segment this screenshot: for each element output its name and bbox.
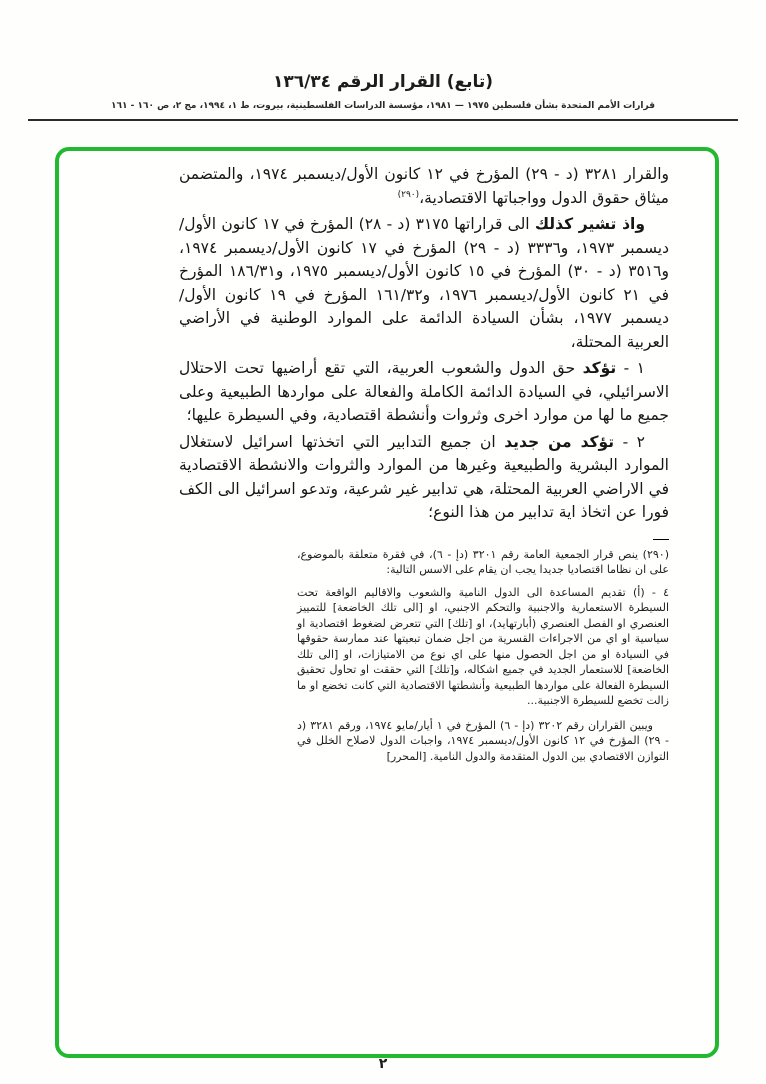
footnote-reference-marker: (٢٩٠): [397, 189, 420, 200]
source-citation-line: قرارات الأمم المتحدة بشأن فلسطين ١٩٧٥ — ١٩٨١، مؤسسة الدراسات الفلسطينية، بيروت، ط ١، ١٩٩٤، مج ٢، ص ١٦٠ - ١٦١: [111, 101, 655, 111]
page-title: (تابع) القرار الرقم ١٣٦/٣٤: [272, 72, 494, 92]
paragraph-lead: تؤكد: [582, 359, 617, 377]
paragraph-number: ١ -: [616, 359, 645, 377]
paragraph-operative-1: [179, 357, 669, 428]
footnote-quoted-text: ٤ - (أ) تقديم المساعدة الى الدول النامية والشعوب والاقاليم الواقعة تحت السيطرة الاستعمارية والاجنبية والتحكم الاجنبي، او [الى تلك الخاضعة] للتمييز العنصري او الفصل العنصري (أبارتهايد)، او [تلك] التي تتعرض لضغوط اقتصادية او سياسية او اي من الاجراءات القسرية من اجل ضمان تبعيتها عند ممارسة حقوقها في السيادة او من اجل الحصول منها على اي نوع من الامتيازات، او [الى تلك الخاضعة] للاستعمار الجديد في جميع اشكاله، و[تلك] التي حققت او تحاول تحقيق السيطرة الفعالة على مواردها الطبيعية وأنشطتها الاقتصادية التي كانت تخضع او ما زالت تخضع للسيطرة الاجنبية...: [297, 585, 669, 707]
paragraph-lead: تؤكد من جديد: [504, 432, 615, 451]
paragraph-lead: واذ تشير كذلك: [534, 215, 645, 233]
page-number: ٢: [378, 1056, 388, 1072]
footnote-divider: [653, 539, 669, 540]
paragraph-number: ٢ -: [614, 432, 645, 451]
footnote-intro: (٢٩٠) ينص قرار الجمعية العامة رقم ٣٢٠١ (دإ - ٦)، في فقرة متعلقة بالموضوع، على ان نظاما اقتصاديا جديدا يجب ان يقام على الاسس التالية:: [297, 547, 669, 576]
resolution-body: [179, 163, 669, 525]
paragraph-text: حق الدول والشعوب العربية، التي تقع أراضيها تحت الاحتلال الاسرائيلي، في السيادة الدائمة الكاملة والفعالة على مواردها الطبيعية وعلى جميع ما لها من موارد اخرى وثروات وأنشطة اقتصادية، وفي السيطرة عليها؛: [179, 359, 669, 424]
green-content-frame: [55, 147, 719, 1058]
paragraph-operative-2: [179, 431, 669, 525]
paragraph-text: الى قراراتها ٣١٧٥ (د - ٢٨) المؤرخ في ١٧ كانون الأول/ديسمبر ١٩٧٣، و٣٣٣٦ (د - ٢٩) المؤرخ في ١٧ كانون الأول/ديسمبر ١٩٧٤، و٣٥١٦ (د - ٣٠) المؤرخ في ١٥ كانون الأول/ديسمبر ١٩٧٥، و١٨٦/٣١ المؤرخ في ٢١ كانون الأول/ديسمبر ١٩٧٦، و١٦١/٣٢ المؤرخ في ١٩ كانون الأول/ديسمبر ١٩٧٧، بشأن السيادة الدائمة على الموارد الوطنية في الأراضي العربية المحتلة،: [179, 215, 670, 351]
paragraph-preamble-1: [179, 163, 669, 210]
paragraph-preamble-2: [179, 213, 669, 354]
footnote-editor-note: ويبين القراران رقم ٣٢٠٢ (دإ - ٦) المؤرخ في ١ أيار/مايو ١٩٧٤، ورقم ٣٢٨١ (د - ٢٩) المؤرخ في ١٢ كانون الأول/ديسمبر ١٩٧٤، واجبات الدول لاصلاح الخلل في التوازن الاقتصادي بين الدول المتقدمة والدول النامية. [المحرر]: [297, 718, 670, 763]
paragraph-text: ان جميع التدابير التي اتخذتها اسرائيل لاستغلال الموارد البشرية والطبيعية وغيرها من الموارد والثروات والانشطة الاقتصادية في الاراضي العربية المحتلة، هي تدابير غير شرعية، وتدعو اسرائيل الى الكف فورا عن اتخاذ اية تدابير من هذا النوع؛: [179, 432, 669, 521]
header-divider: [28, 119, 738, 121]
paragraph-text: والقرار ٣٢٨١ (د - ٢٩) المؤرخ في ١٢ كانون الأول/ديسمبر ١٩٧٤، والمتضمن ميثاق حقوق الدول وواجباتها الاقتصادية،: [179, 165, 669, 207]
footnote-section: [297, 539, 669, 765]
